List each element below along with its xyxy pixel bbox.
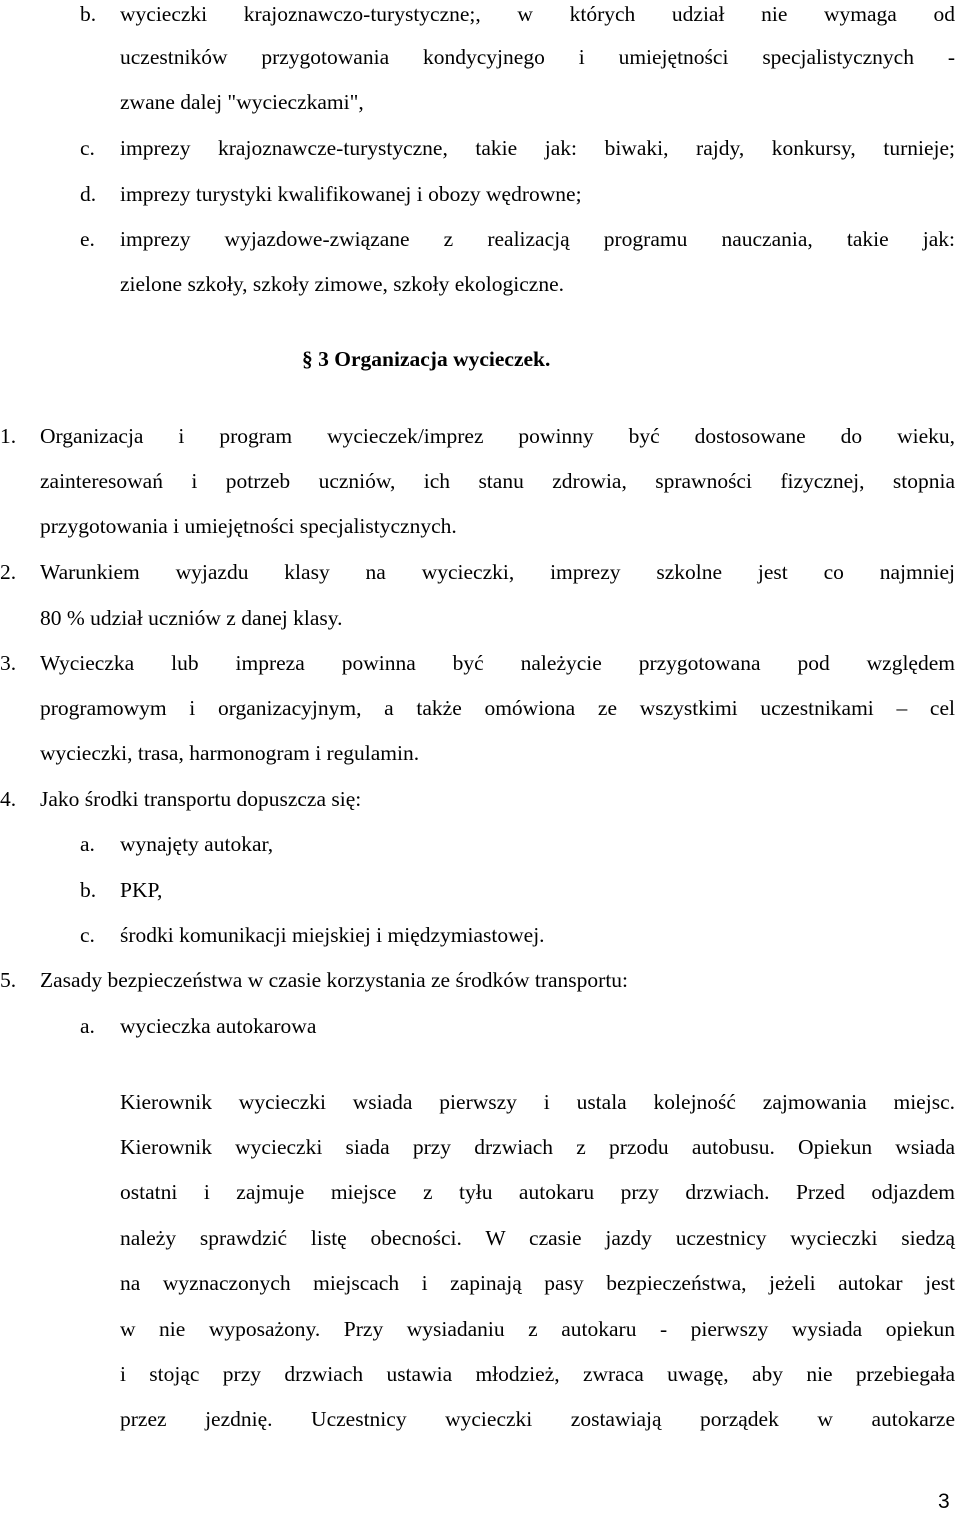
list-item-text: zielone szkoły, szkoły zimowe, szkoły ekologiczne. — [120, 272, 565, 296]
list-marker: d. — [80, 182, 97, 206]
list-item-text: programowym i organizacyjnym, a także omówiona ze wszystkimi uczestnikami – cel — [40, 696, 955, 720]
list-marker: b. — [80, 878, 97, 902]
section-heading: § 3 Organizacja wycieczek. — [302, 347, 551, 371]
list-marker: c. — [80, 136, 95, 160]
list-item-text: Organizacja i program wycieczek/imprez powinny być dostosowane do wieku, — [40, 424, 955, 448]
list-item-text: imprezy turystyki kwalifikowanej i obozy wędrowne; — [120, 182, 582, 206]
list-marker: a. — [80, 1014, 95, 1038]
list-marker: 2. — [0, 560, 17, 584]
paragraph-line: należy sprawdzić listę obecności. W czasie jazdy uczestnicy wycieczki siedzą — [120, 1226, 955, 1250]
list-item-text: wycieczki krajoznawczo-turystyczne;, w których udział nie wymaga od — [120, 2, 955, 26]
list-item-text: wycieczka autokarowa — [120, 1014, 317, 1038]
list-item-text: Zasady bezpieczeństwa w czasie korzystania ze środków transportu: — [40, 968, 629, 992]
list-item-text: imprezy wyjazdowe-związane z realizacją programu nauczania, takie jak: — [120, 227, 955, 251]
paragraph-line: w nie wyposażony. Przy wysiadaniu z autokaru - pierwszy wysiada opiekun — [120, 1317, 955, 1341]
list-item-text: Jako środki transportu dopuszcza się: — [40, 787, 362, 811]
paragraph-line: Kierownik wycieczki wsiada pierwszy i ustala kolejność zajmowania miejsc. — [120, 1090, 955, 1114]
list-marker: 3. — [0, 651, 17, 675]
list-item-text: imprezy krajoznawcze-turystyczne, takie jak: biwaki, rajdy, konkursy, turnieje; — [120, 136, 955, 160]
list-item-text: wycieczki, trasa, harmonogram i regulamin. — [40, 741, 420, 765]
list-item-text: Warunkiem wyjazdu klasy na wycieczki, imprezy szkolne jest co najmniej — [40, 560, 955, 584]
list-marker: c. — [80, 923, 95, 947]
paragraph-line: ostatni i zajmuje miejsce z tyłu autokaru przy drzwiach. Przed odjazdem — [120, 1180, 955, 1204]
list-marker: b. — [80, 2, 97, 26]
list-item-text: 80 % udział uczniów z danej klasy. — [40, 606, 343, 630]
list-item-text: środki komunikacji miejskiej i międzymiastowej. — [120, 923, 545, 947]
list-marker: 5. — [0, 968, 17, 992]
list-item-text: zainteresowań i potrzeb uczniów, ich stanu zdrowia, sprawności fizycznej, stopnia — [40, 469, 955, 493]
list-marker: 1. — [0, 424, 17, 448]
list-item-text: PKP, — [120, 878, 163, 902]
list-item-text: wynajęty autokar, — [120, 832, 274, 856]
paragraph-line: i stojąc przy drzwiach ustawia młodzież, zwraca uwagę, aby nie przebiegała — [120, 1362, 955, 1386]
list-item-text: zwane dalej "wycieczkami", — [120, 90, 364, 114]
list-marker: 4. — [0, 787, 17, 811]
list-item-text: uczestników przygotowania kondycyjnego i umiejętności specjalistycznych - — [120, 45, 955, 69]
list-marker: e. — [80, 227, 95, 251]
list-marker: a. — [80, 832, 95, 856]
list-item-text: Wycieczka lub impreza powinna być należycie przygotowana pod względem — [40, 651, 955, 675]
page-number: 3 — [938, 1490, 950, 1513]
paragraph-line: przez jezdnię. Uczestnicy wycieczki zostawiają porządek w autokarze — [120, 1407, 955, 1431]
list-item-text: przygotowania i umiejętności specjalistycznych. — [40, 514, 457, 538]
paragraph-line: Kierownik wycieczki siada przy drzwiach z przodu autobusu. Opiekun wsiada — [120, 1135, 955, 1159]
paragraph-line: na wyznaczonych miejscach i zapinają pasy bezpieczeństwa, jeżeli autokar jest — [120, 1271, 955, 1295]
